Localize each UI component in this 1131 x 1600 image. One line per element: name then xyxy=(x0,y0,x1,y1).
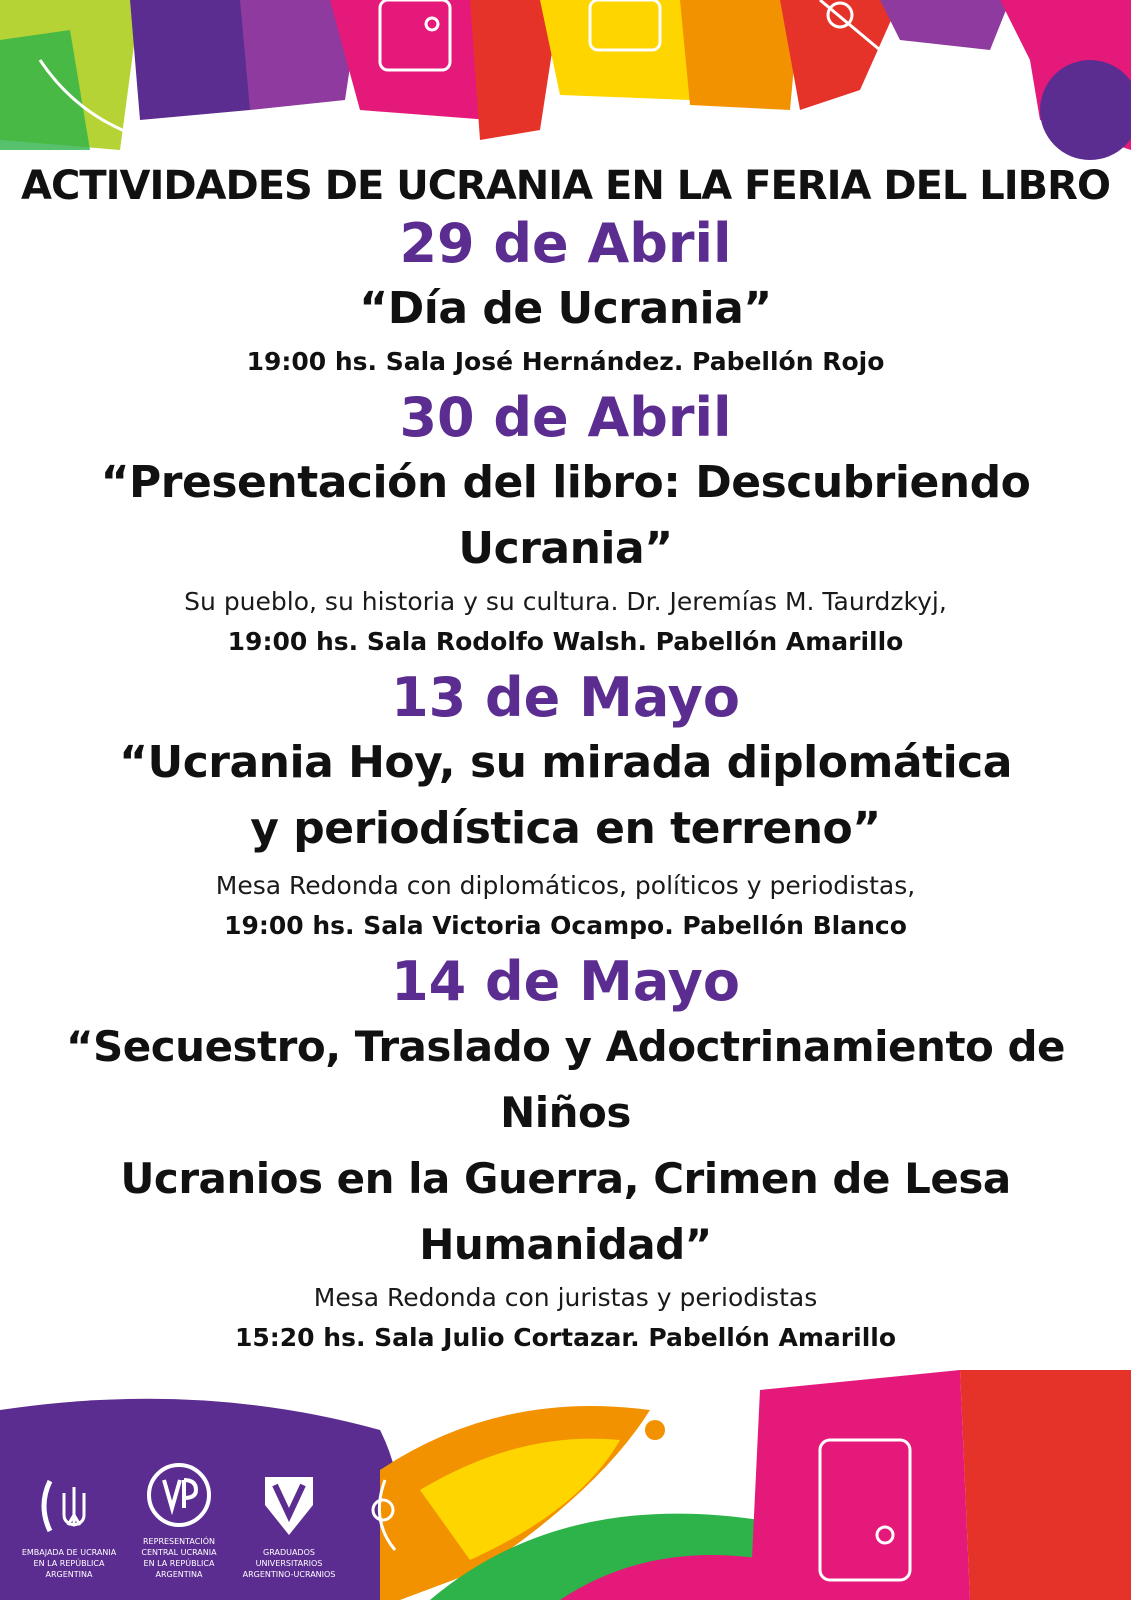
rcu-icon xyxy=(144,1460,214,1530)
logo-caption: EMBAJADA DE UCRANIA EN LA REPÚBLICA ARGENTINA xyxy=(21,1548,117,1579)
logo-embassy xyxy=(14,1471,124,1580)
event-date: 30 de Abril xyxy=(399,386,732,449)
logo-caption: REPRESENTACIÓN CENTRAL UCRANIA EN LA REPÚBLICA ARGENTINA xyxy=(141,1537,217,1579)
event-title-line: “Ucrania Hoy, su mirada diplomática xyxy=(119,737,1012,788)
event-time-location: 19:00 hs. Sala José Hernández. Pabellón Rojo xyxy=(246,347,885,376)
trident-icon xyxy=(34,1471,104,1541)
event-4 xyxy=(0,950,1131,1358)
event-time-location: 19:00 hs. Sala Victoria Ocampo. Pabellón Blanco xyxy=(224,911,907,940)
logo-graduates xyxy=(234,1471,344,1580)
shield-v-icon xyxy=(259,1471,319,1541)
poster-content xyxy=(0,150,1131,1358)
event-title-line: “Secuestro, Traslado y Adoctrinamiento de Niños xyxy=(65,1022,1066,1137)
event-date: 13 de Mayo xyxy=(391,666,740,729)
event-1 xyxy=(0,212,1131,382)
event-title: “Día de Ucrania” xyxy=(359,283,772,334)
logo-caption: GRADUADOS UNIVERSITARIOS ARGENTINO-UCRANIOS xyxy=(242,1548,336,1579)
page-title: ACTIVIDADES DE UCRANIA EN LA FERIA DEL LIBRO xyxy=(21,163,1110,209)
event-title-line: Ucranios en la Guerra, Crimen de Lesa xyxy=(120,1154,1011,1203)
event-description: Mesa Redonda con juristas y periodistas xyxy=(313,1283,818,1312)
event-title-line: Humanidad” xyxy=(419,1220,712,1269)
event-description: Mesa Redonda con diplomáticos, políticos y periodistas, xyxy=(215,871,916,900)
event-3 xyxy=(0,666,1131,946)
event-2 xyxy=(0,386,1131,662)
event-title: “Presentación del libro: Descubriendo Ucrania” xyxy=(100,457,1031,574)
event-date: 29 de Abril xyxy=(399,212,732,275)
event-title-line: y periodística en terreno” xyxy=(250,803,881,854)
event-description: Su pueblo, su historia y su cultura. Dr. Jeremías M. Taurdzkyj, xyxy=(184,587,947,616)
event-date: 14 de Mayo xyxy=(391,950,740,1013)
event-time-location: 15:20 hs. Sala Julio Cortazar. Pabellón Amarillo xyxy=(234,1323,897,1352)
logo-rcu xyxy=(124,1460,234,1580)
event-time-location: 19:00 hs. Sala Rodolfo Walsh. Pabellón Amarillo xyxy=(227,627,904,656)
top-decoration xyxy=(0,0,1131,160)
sponsor-logos xyxy=(14,1440,344,1580)
